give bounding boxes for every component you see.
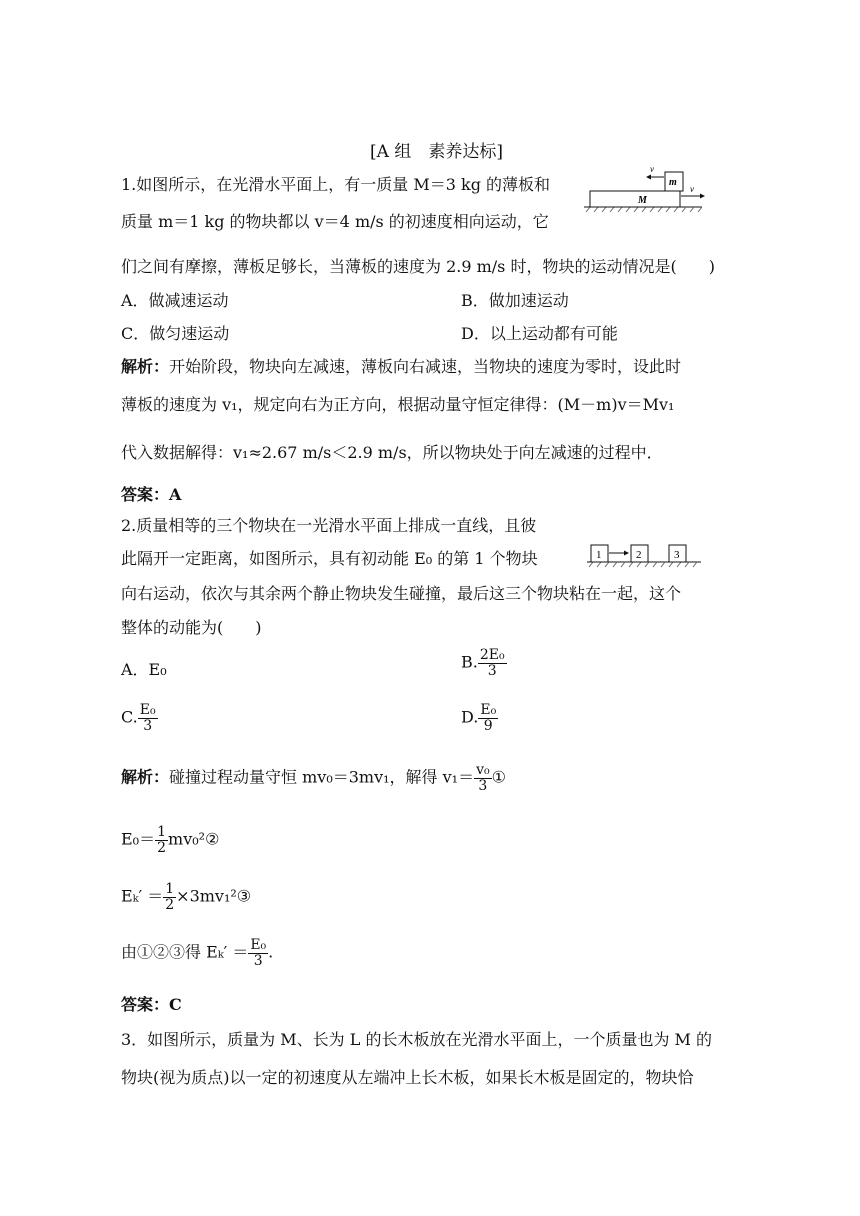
q1-line3: 们之间有摩擦，薄板足够长，当薄板的速度为 2.9 m/s 时，物块的运动情况是( )	[121, 257, 715, 276]
block-1-label: 1	[596, 549, 602, 561]
q2-figure	[585, 540, 705, 570]
q1-option-d: D．以上运动都有可能	[461, 324, 618, 343]
plank-M	[590, 191, 680, 207]
q2-equation-4: 由①②③得 Eₖ′ ＝ $\frac{\text{E₀}}{3}$ .	[121, 937, 274, 969]
q2-line3: 向右运动，依次与其余两个静止物块发生碰撞，最后这三个物块粘在一起，这个	[121, 584, 682, 603]
q1-answer: 答案：A	[121, 485, 182, 504]
q1-line1: 1.如图所示，在光滑水平面上，有一质量 M＝3 kg 的薄板和	[121, 175, 551, 194]
plank-label: M	[638, 195, 647, 206]
q2-line2: 此隔开一定距离，如图所示，具有初动能 E₀ 的第 1 个物块	[121, 549, 538, 568]
q2-option-a: A．E₀	[121, 660, 167, 679]
q1-option-b: B．做加速运动	[461, 291, 569, 310]
q2-option-c: C. $\frac{\text{E₀}}{3}$	[121, 702, 156, 734]
q3-line2: 物块(视为质点)以一定的初速度从左端冲上长木板，如果长木板是固定的，物块恰	[121, 1068, 694, 1087]
q2-option-d: D. $\frac{\text{E₀}}{9}$	[461, 702, 497, 734]
q2-line1: 2.质量相等的三个物块在一光滑水平面上排成一直线，且彼	[121, 516, 537, 535]
q2-equation-2: E₀＝ $\frac{1}{2}$ mv₀²②	[121, 824, 220, 856]
q2-analysis-label: 解析：	[121, 767, 170, 787]
block-2-label: 2	[636, 549, 642, 561]
velocity-left-label: v	[650, 164, 654, 174]
q1-analysis-text1: 开始阶段，物块向左减速，薄板向右减速，当物块的速度为零时，设此时	[169, 357, 682, 376]
q1-option-c: C．做匀速运动	[121, 324, 230, 343]
q1-line2: 质量 m＝1 kg 的物块都以 v＝4 m/s 的初速度相向运动，它	[121, 212, 549, 231]
block-label: m	[669, 177, 677, 188]
q2-option-b: B. $\frac{\text{2E₀}}{3}$	[461, 647, 505, 679]
q1-option-a: A．做减速运动	[121, 291, 229, 310]
q1-analysis-line2: 薄板的速度为 v₁，规定向右为正方向，根据动量守恒定律得：(M－m)v＝Mv₁	[121, 395, 675, 414]
q2-equation-3: Eₖ′ ＝ $\frac{1}{2}$ ×3mv₁²③	[121, 881, 252, 913]
block-3-label: 3	[674, 549, 680, 561]
q1-analysis-line1	[121, 354, 681, 377]
section-header: [A 组 素养达标]	[370, 142, 503, 162]
q1-analysis-label: 解析：	[121, 357, 170, 376]
q2-answer: 答案：C	[121, 995, 182, 1014]
velocity-right-label: v	[690, 184, 694, 194]
q2-line4: 整体的动能为( )	[121, 618, 262, 637]
q3-line1: 3．如图所示，质量为 M、长为 L 的长木板放在光滑水平面上，一个质量也为 M 的	[121, 1030, 713, 1049]
q1-analysis-line3: 代入数据解得：v₁≈2.67 m/s＜2.9 m/s，所以物块处于向左减速的过程中．	[121, 443, 663, 462]
q1-figure	[580, 163, 710, 213]
q2-analysis-line1: 解析：碰撞过程动量守恒 mv₀＝3mv₁，解得 v₁＝ $\frac{\text{v₀}}{3}$ ①	[121, 762, 506, 794]
